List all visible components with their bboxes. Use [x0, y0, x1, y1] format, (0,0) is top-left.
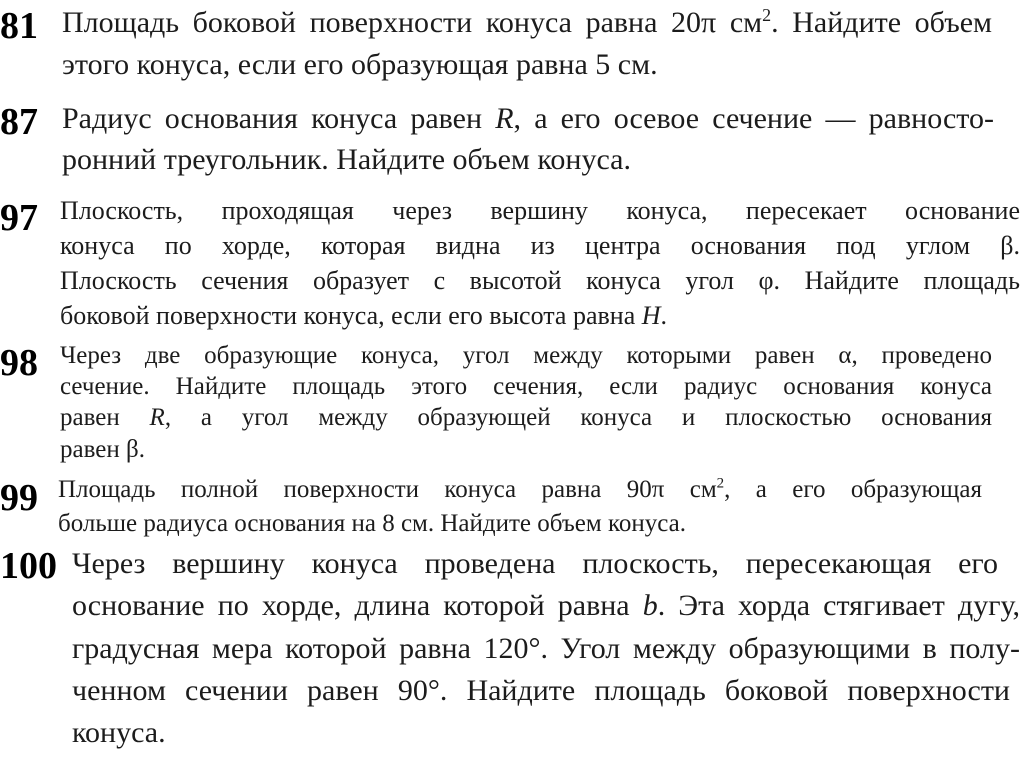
problem-number: 97 — [0, 197, 38, 239]
problem-line: конуса. — [72, 716, 166, 749]
problem-line: равен β. — [60, 436, 145, 463]
problem-line: основание по хорде, длина которой равна b. Эта хорда стягивает дугу, — [72, 589, 1020, 622]
problem-line: Площадь полной поверхности конуса равна 90π $см^2$, а его образующая — [58, 475, 983, 503]
problem-line: Плоскость, проходящая через вершину конуса, пересекает основание — [60, 196, 1020, 225]
problem-line: этого конуса, если его образующая равна 5 см. — [62, 48, 658, 81]
problem-line: Площадь боковой поверхности конуса равна 20π $см^2$. Найдите объем — [62, 5, 993, 39]
problem-line: Радиус основания конуса равен R, а его осевое сечение — равносто- — [62, 102, 994, 135]
problem-line: ронний треугольник. Найдите объем конуса. — [62, 143, 631, 176]
problem-line: градусная мера которой равна 120°. Угол между образующими в полу- — [72, 632, 1020, 665]
problem-line: ченном сечении равен 90°. Найдите площадь боковой поверхности — [72, 674, 1010, 707]
problem-number: 100 — [0, 545, 57, 587]
problem-number: 81 — [0, 5, 38, 47]
problem-line: Через вершину конуса проведена плоскость, пересекающая его — [72, 547, 998, 580]
problem-number: 98 — [0, 342, 38, 384]
problem-line: сечение. Найдите площадь этого сечения, если радиус основания конуса — [60, 373, 992, 400]
problem-line: больше радиуса основания на 8 см. Найдите объем конуса. — [58, 510, 686, 537]
problem-line: конуса по хорде, которая видна из центра основания под углом β. — [60, 231, 1020, 260]
problem-line: Через две образующие конуса, угол между которыми равен α, проведено — [60, 342, 992, 369]
problem-line: боковой поверхности конуса, если его высота равна H. — [60, 301, 668, 330]
problem-line: Плоскость сечения образует с высотой конуса угол φ. Найдите площадь — [60, 266, 1020, 295]
problem-line: равен R, а угол между образующей конуса и плоскостью основания — [60, 404, 992, 431]
problem-number: 99 — [0, 477, 38, 519]
problem-number: 87 — [0, 101, 38, 143]
